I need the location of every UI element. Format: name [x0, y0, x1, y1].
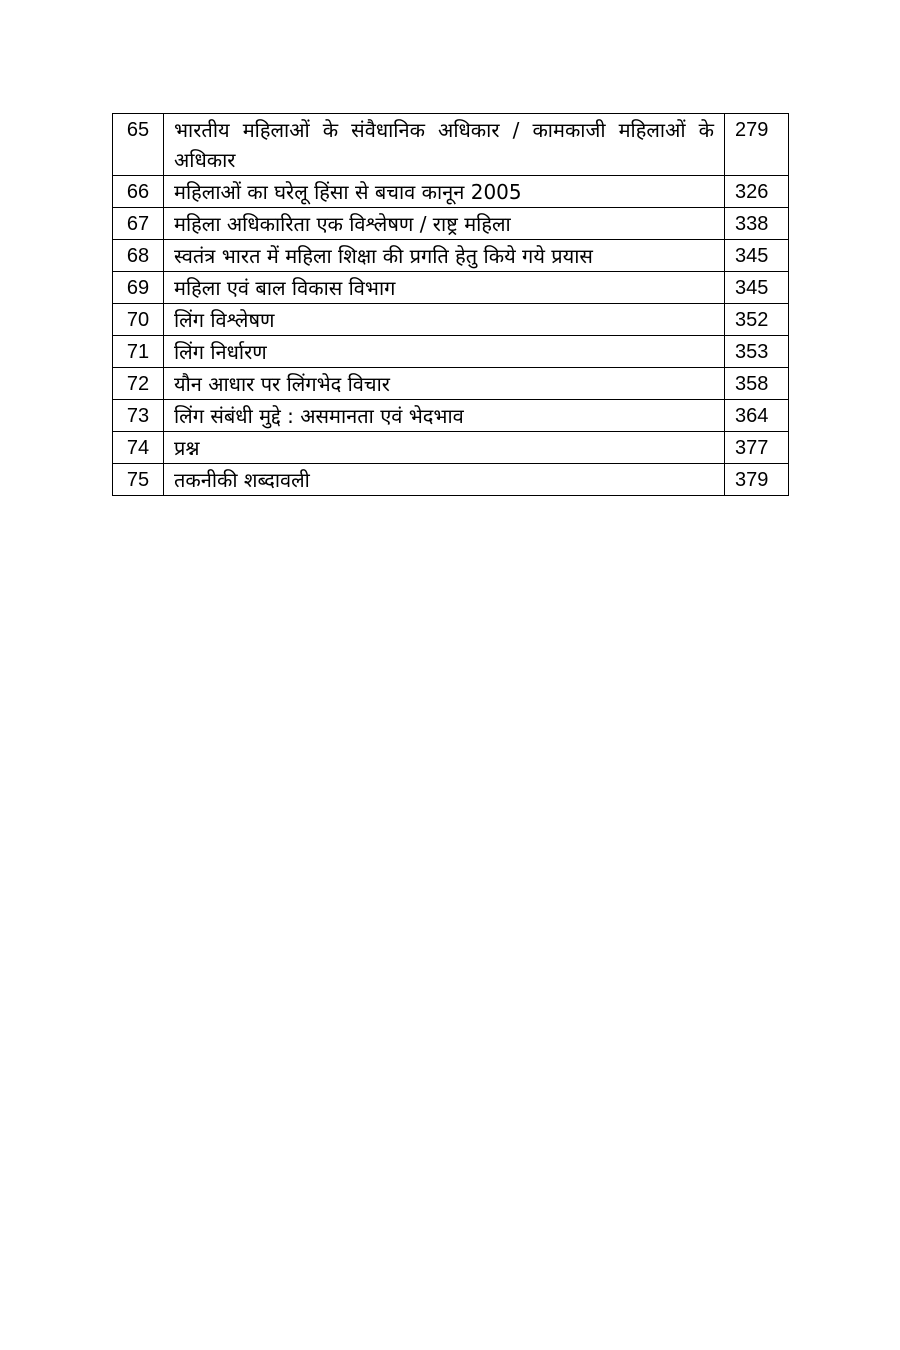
chapter-number: 72	[113, 368, 164, 400]
chapter-number: 67	[113, 208, 164, 240]
chapter-number: 69	[113, 272, 164, 304]
page-number: 377	[725, 432, 789, 464]
toc-row	[113, 208, 789, 240]
toc-row	[113, 240, 789, 272]
chapter-title: लिंग निर्धारण	[164, 336, 725, 368]
page-number: 338	[725, 208, 789, 240]
toc-row	[113, 432, 789, 464]
chapter-title: यौन आधार पर लिंगभेद विचार	[164, 368, 725, 400]
page-number: 352	[725, 304, 789, 336]
page-number: 353	[725, 336, 789, 368]
toc-row	[113, 464, 789, 496]
chapter-number: 68	[113, 240, 164, 272]
page-number: 345	[725, 272, 789, 304]
chapter-title: भारतीय महिलाओं के संवैधानिक अधिकार / कामकाजी महिलाओं के अधिकार	[164, 114, 725, 176]
chapter-title: महिला एवं बाल विकास विभाग	[164, 272, 725, 304]
chapter-title: स्वतंत्र भारत में महिला शिक्षा की प्रगति हेतु किये गये प्रयास	[164, 240, 725, 272]
toc-row	[113, 272, 789, 304]
toc-row	[113, 336, 789, 368]
chapter-number: 66	[113, 176, 164, 208]
page-number: 358	[725, 368, 789, 400]
chapter-title: महिला अधिकारिता एक विश्लेषण / राष्ट्र महिला	[164, 208, 725, 240]
page-number: 326	[725, 176, 789, 208]
toc-row	[113, 368, 789, 400]
toc-row	[113, 400, 789, 432]
chapter-number: 74	[113, 432, 164, 464]
toc-row	[113, 114, 789, 176]
chapter-number: 71	[113, 336, 164, 368]
chapter-number: 75	[113, 464, 164, 496]
page-number: 379	[725, 464, 789, 496]
page-number: 364	[725, 400, 789, 432]
chapter-title: महिलाओं का घरेलू हिंसा से बचाव कानून 2005	[164, 176, 725, 208]
toc-row	[113, 304, 789, 336]
table-of-contents	[112, 113, 789, 496]
page-number: 279	[725, 114, 789, 176]
chapter-title: प्रश्न	[164, 432, 725, 464]
chapter-title: तकनीकी शब्दावली	[164, 464, 725, 496]
page-number: 345	[725, 240, 789, 272]
chapter-title: लिंग विश्लेषण	[164, 304, 725, 336]
toc-row	[113, 176, 789, 208]
chapter-title: लिंग संबंधी मुद्दे : असमानता एवं भेदभाव	[164, 400, 725, 432]
chapter-number: 73	[113, 400, 164, 432]
chapter-number: 65	[113, 114, 164, 176]
chapter-number: 70	[113, 304, 164, 336]
